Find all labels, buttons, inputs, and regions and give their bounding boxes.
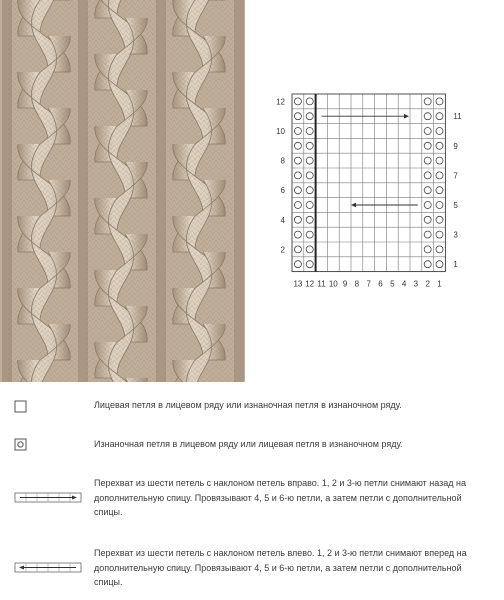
cable-column-3 [163, 0, 235, 382]
row-label-right: 5 [453, 201, 458, 210]
row-label-left: 8 [280, 156, 285, 166]
cable-knit-photo [0, 0, 245, 382]
column-label: 13 [293, 279, 303, 288]
column-label: 10 [328, 279, 338, 288]
knitting-chart [270, 88, 480, 288]
row-label-left: 2 [280, 245, 285, 255]
column-label: 3 [413, 279, 419, 288]
row-label-right: 1 [453, 260, 458, 270]
row-labels-right [453, 112, 462, 269]
column-label: 12 [305, 279, 315, 288]
row-label-right: 3 [453, 230, 458, 240]
column-label: 6 [378, 279, 383, 288]
row-label-right: 7 [453, 171, 458, 181]
column-label: 8 [354, 279, 360, 288]
legend-text-purl: Изнаночная петля в лицевом ряду или лицевая петля в изнаночном ряду. [94, 439, 403, 449]
circle-square-icon [14, 438, 28, 452]
row-label-left: 10 [276, 127, 285, 136]
legend-text-cable-right: Перехват из шести петель с наклоном петель вправо. 1, 2 и 3-ю петли снимают назад на дополнительную спицу. Провязывают 4, 5 и 6-ю петли, а затем петли с дополнительной спицы. [94, 478, 466, 517]
legend-text-knit: Лицевая петля в лицевом ряду или изнаночная петля в изнаночном ряду. [94, 400, 402, 410]
column-label: 4 [401, 279, 407, 288]
cable-column-2 [85, 0, 157, 382]
column-label: 1 [437, 279, 442, 288]
column-label: 11 [317, 279, 326, 288]
column-label: 9 [342, 279, 348, 288]
purl-rib-3 [234, 0, 244, 382]
empty-square-icon [14, 400, 28, 414]
column-label: 2 [425, 279, 430, 288]
column-label: 5 [390, 279, 395, 288]
cable-column-1 [8, 0, 80, 382]
row-label-left: 6 [280, 186, 285, 196]
legend-text-cable-left: Перехват из шести петель с наклоном петель влево. 1, 2 и 3-ю петли снимают вперед на дополнительную спицу. Провязывают 4, 5 и 6-ю петли, а затем петли с дополнительной спицы. [94, 548, 467, 587]
cable-left-icon [14, 562, 84, 574]
row-label-left: 12 [276, 97, 285, 107]
column-labels [293, 280, 442, 288]
chart-grid [292, 94, 445, 272]
row-label-left: 4 [280, 215, 285, 225]
column-label: 7 [366, 279, 371, 288]
row-label-right: 9 [453, 141, 458, 151]
row-label-right: 11 [453, 112, 462, 122]
row-labels-left [276, 97, 285, 254]
cable-right-icon [14, 492, 84, 504]
